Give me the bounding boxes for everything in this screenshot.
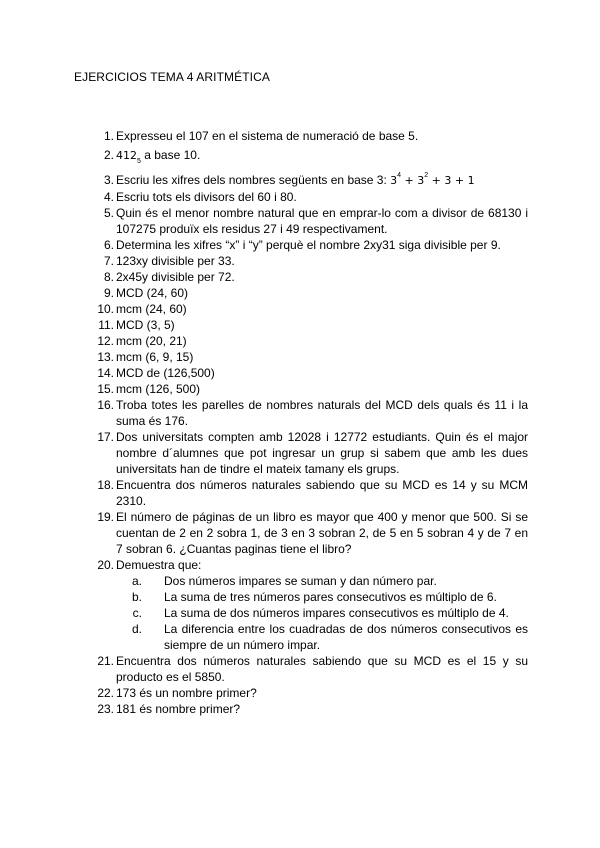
math-term: 3 <box>417 174 425 187</box>
list-item <box>82 685 528 701</box>
item-text: MCD de (126,500) <box>116 366 215 380</box>
list-item <box>82 147 528 164</box>
item-text: mcm (126, 500) <box>116 382 201 396</box>
sub-item-text: La suma de dos números impares consecutivos es múltiplo de 4. <box>164 606 509 620</box>
sub-list-item <box>82 589 528 605</box>
sub-list-item <box>82 573 528 589</box>
sub-list-item <box>82 605 528 621</box>
item-number: 6. <box>103 238 114 252</box>
item-number: 13. <box>97 350 114 364</box>
item-text: 123xy divisible per 33. <box>116 254 235 268</box>
list-item <box>82 653 528 685</box>
item-text: Escriu tots els divisors del 60 i 80. <box>116 190 297 204</box>
item-number: 18. <box>97 478 114 492</box>
item-text: Quin és el menor nombre natural que en emprar-lo com a divisor de 68130 i 107275 produïx els residus 27 i 49 respectivament. <box>116 206 528 236</box>
list-item <box>82 128 528 144</box>
sub-item-letter: d. <box>131 622 142 636</box>
math-operator: + <box>401 174 418 187</box>
math-base-number: 412 <box>116 149 137 162</box>
list-item <box>82 349 528 365</box>
item-text: Determina les xifres “x” i “y” perquè el nombre 2xy31 siga divisible per 9. <box>116 238 501 252</box>
sub-item-text: La diferencia entre los cuadradas de dos números consecutivos es siempre de un número impar. <box>164 622 528 652</box>
item-text <box>116 172 528 189</box>
item-number: 23. <box>97 702 114 716</box>
sub-item-text: La suma de tres números pares consecutivos es múltiplo de 6. <box>164 590 497 604</box>
item-number: 20. <box>97 558 114 572</box>
item-text: mcm (24, 60) <box>116 302 187 316</box>
list-item <box>82 397 528 429</box>
item-number: 19. <box>97 510 114 524</box>
item-text: Troba totes les parelles de nombres naturals del MCD dels quals és 11 i la suma és 176. <box>116 398 528 428</box>
sub-item-letter: b. <box>131 590 142 604</box>
item-text: Demuestra que: <box>116 558 202 572</box>
math-exponent: 2 <box>424 172 429 179</box>
list-item <box>82 301 528 317</box>
item-number: 3. <box>103 173 114 187</box>
list-item <box>82 205 528 237</box>
list-item <box>82 189 528 205</box>
item-number: 21. <box>97 654 114 668</box>
item-text: Expresseu el 107 en el sistema de numeració de base 5. <box>116 129 419 143</box>
list-item <box>82 365 528 381</box>
item-text: MCD (24, 60) <box>116 286 189 300</box>
item-number: 12. <box>97 334 114 348</box>
item-text: Dos universitats compten amb 12028 i 12772 estudiants. Quin és el major nombre d´alumnes que pot ingresar un grup si sabem que amb les dues universitats han de tindre el mateix tamany els grups. <box>116 430 528 476</box>
item-number: 9. <box>103 286 114 300</box>
list-item <box>82 317 528 333</box>
item-number: 16. <box>97 398 114 412</box>
list-item <box>82 253 528 269</box>
exercise-list <box>82 128 528 717</box>
list-item <box>82 381 528 397</box>
list-item <box>82 285 528 301</box>
list-item <box>82 701 528 717</box>
item-text: Encuentra dos números naturales sabiendo que su MCD es el 15 y su producto es el 5850. <box>116 654 528 684</box>
item-number: 10. <box>97 302 114 316</box>
sub-item-letter: c. <box>132 606 142 620</box>
item-text <box>116 147 528 164</box>
item-number: 22. <box>97 686 114 700</box>
item-text: Encuentra dos números naturales sabiendo que su MCD es 14 y su MCM 2310. <box>116 478 528 508</box>
item-text: 181 és nombre primer? <box>116 702 241 716</box>
item-number: 2. <box>103 148 114 162</box>
item-number: 5. <box>103 206 114 220</box>
item-number: 8. <box>103 270 114 284</box>
page-title: EJERCICIOS TEMA 4 ARITMÉTICA <box>74 70 270 84</box>
item-text: mcm (6, 9, 15) <box>116 350 194 364</box>
sub-item-text: Dos números impares se suman y dan número par. <box>164 574 437 588</box>
list-item <box>82 477 528 509</box>
sub-list-item <box>82 621 528 653</box>
list-item <box>82 269 528 285</box>
item-text: MCD (3, 5) <box>116 318 175 332</box>
list-item <box>82 237 528 253</box>
item-text: El número de páginas de un libro es mayor que 400 y menor que 500. Si se cuentan de 2 en 2 sobra 1, de 3 en 3 sobran 2, de 5 en 5 sobran 4 y de 7 en 7 sobran 6. ¿Cuantas paginas tiene el libro? <box>116 510 528 556</box>
list-item <box>82 429 528 477</box>
item-number: 4. <box>103 190 114 204</box>
item-text: mcm (20, 21) <box>116 334 187 348</box>
item-number: 1. <box>103 129 114 143</box>
math-subscript: 5 <box>137 158 141 165</box>
math-tail: + 3 + 1 <box>428 174 475 187</box>
item-text: 2x45y divisible per 72. <box>116 270 235 284</box>
item-number: 15. <box>97 382 114 396</box>
item-number: 11. <box>98 318 114 332</box>
item-text-rest: a base 10. <box>140 148 201 162</box>
list-item <box>82 172 528 189</box>
item-number: 14. <box>97 366 114 380</box>
list-item <box>82 333 528 349</box>
item-text: 173 és un nombre primer? <box>116 686 257 700</box>
math-term: 3 <box>390 174 398 187</box>
math-exponent: 4 <box>397 172 402 179</box>
sub-item-letter: a. <box>131 574 142 588</box>
item-number: 7. <box>103 254 114 268</box>
list-item <box>82 509 528 557</box>
list-item <box>82 557 528 573</box>
item-text-lead: Escriu les xifres dels nombres següents en base 3: <box>116 173 391 187</box>
item-number: 17. <box>97 430 114 444</box>
